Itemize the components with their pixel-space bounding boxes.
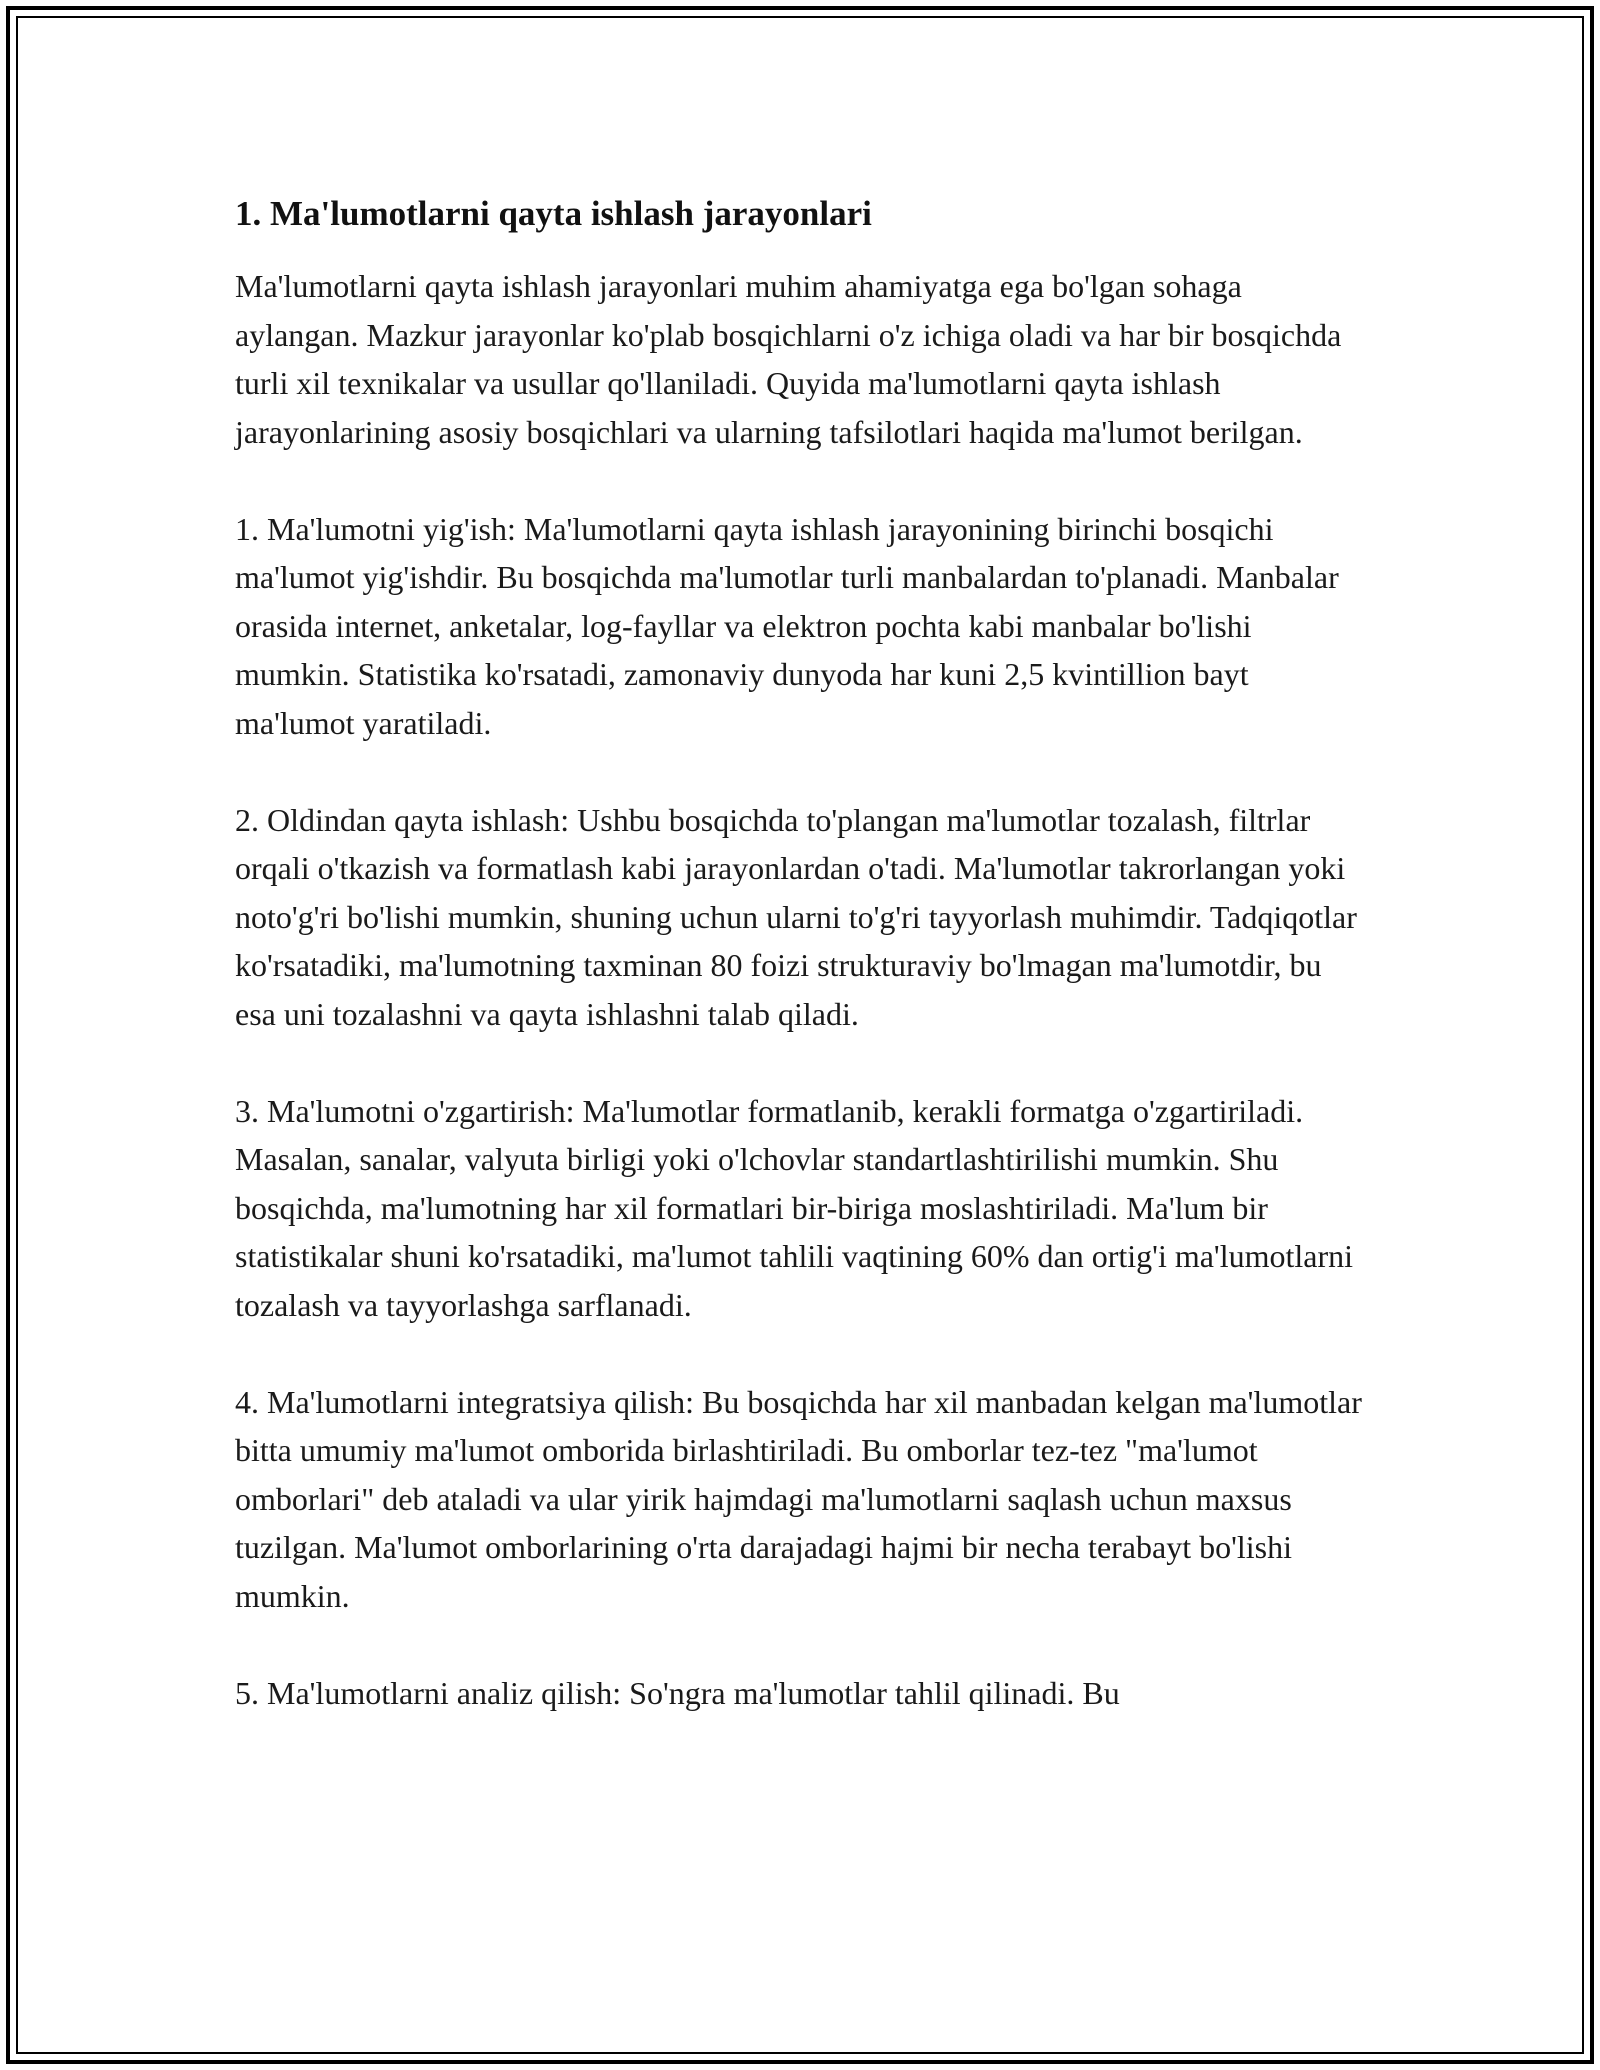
document-body (235, 190, 1365, 1717)
step-4-paragraph: 4. Ma'lumotlarni integratsiya qilish: Bu bosqichda har xil manbadan kelgan ma'lumotlar bitta umumiy ma'lumot omborida birlashtiriladi. Bu omborlar tez-tez "ma'lumot omborlari" deb ataladi va ular yirik hajmdagi ma'lumotlarni saqlash uchun maxsus tuzilgan. Ma'lumot omborlarining o'rta darajadagi hajmi bir necha terabayt bo'lishi mumkin. (235, 1383, 1362, 1614)
step-2-paragraph: 2. Oldindan qayta ishlash: Ushbu bosqichda to'plangan ma'lumotlar tozalash, filtrlar orqali o'tkazish va formatlash kabi jarayonlardan o'tadi. Ma'lumotlar takrorlangan yoki noto'g'ri bo'lishi mumkin, shuning uchun ularni to'g'ri tayyorlash muhimdir. Tadqiqotlar ko'rsatadiki, ma'lumotning taxminan 80 foizi strukturaviy bo'lmagan ma'lumotdir, bu esa uni tozalashni va qayta ishlashni talab qiladi. (235, 801, 1357, 1032)
section-title: 1. Ma'lumotlarni qayta ishlash jarayonlari (235, 194, 872, 233)
intro-paragraph: Ma'lumotlarni qayta ishlash jarayonlari muhim ahamiyatga ega bo'lgan sohaga aylangan. Mazkur jarayonlar ko'plab bosqichlarni o'z ichiga oladi va har bir bosqichda turli xil texnikalar va usullar qo'llaniladi. Quyida ma'lumotlarni qayta ishlash jarayonlarining asosiy bosqichlari va ularning tafsilotlari haqida ma'lumot berilgan. (235, 268, 1342, 450)
step-3-paragraph: 3. Ma'lumotni o'zgartirish: Ma'lumotlar formatlanib, kerakli formatga o'zgartiriladi. Masalan, sanalar, valyuta birligi yoki o'lchovlar standartlashtirilishi mumkin. Shu bosqichda, ma'lumotning har xil formatlari bir-biriga moslashtiriladi. Ma'lum bir statistikalar shuni ko'rsatadiki, ma'lumot tahlili vaqtining 60% dan ortig'i ma'lumotlarni tozalash va tayyorlashga sarflanadi. (235, 1092, 1353, 1323)
step-1-paragraph: 1. Ma'lumotni yig'ish: Ma'lumotlarni qayta ishlash jarayonining birinchi bosqichi ma'lumot yig'ishdir. Bu bosqichda ma'lumotlar turli manbalardan to'planadi. Manbalar orasida internet, anketalar, log-fayllar va elektron pochta kabi manbalar bo'lishi mumkin. Statistika ko'rsatadi, zamonaviy dunyoda har kuni 2,5 kvintillion bayt ma'lumot yaratiladi. (235, 510, 1339, 741)
step-5-paragraph: 5. Ma'lumotlarni analiz qilish: So'ngra ma'lumotlar tahlil qilinadi. Bu (235, 1674, 1120, 1711)
